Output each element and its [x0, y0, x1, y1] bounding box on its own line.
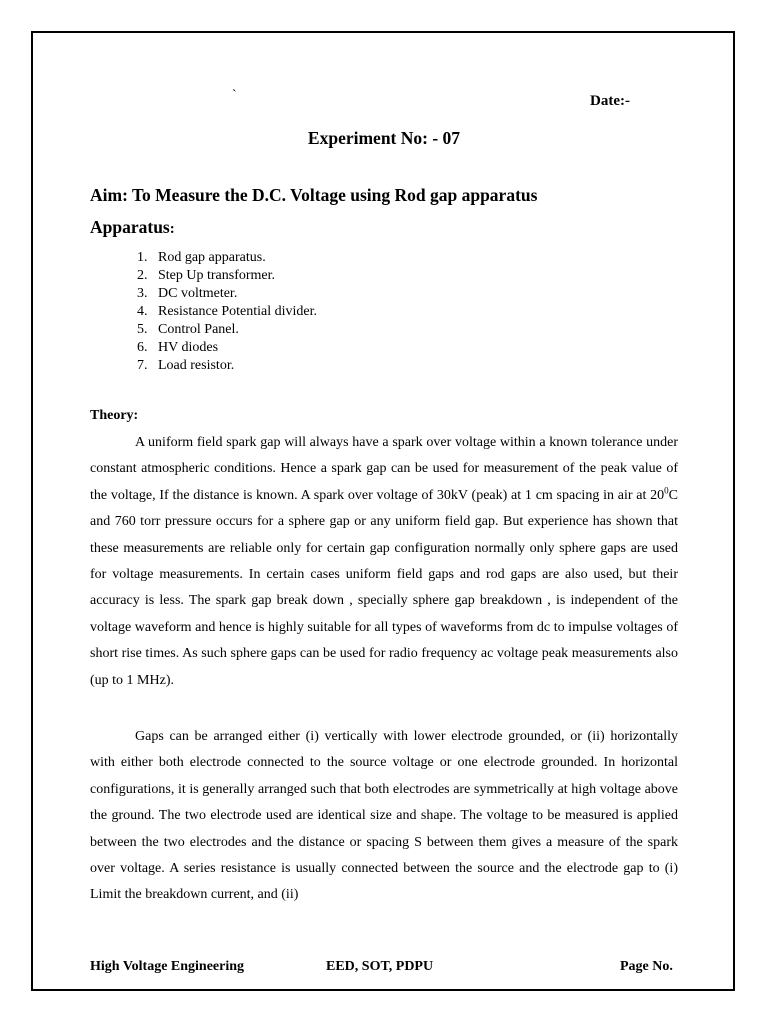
theory-paragraph-1: [90, 430, 678, 694]
list-item: [137, 321, 317, 339]
list-number: 7.: [137, 358, 148, 373]
list-item: [137, 357, 317, 375]
list-text: Step Up transformer.: [158, 268, 276, 283]
theory-paragraph-2: Gaps can be arranged either (i) vertically with lower electrode grounded, or (ii) horizontally with either both electrode connected to the source voltage or one electrode grounded. In horizontal configurations, it is generally arranged such that both electrodes are symmetrically at high voltage above the ground. The two electrode used are identical size and shape. The voltage to be measured is applied between the two electrodes and the distance or spacing S between them gives a measure of the spark over voltage. A series resistance is usually connected between the source and the electrode gap to (i) Limit the breakdown current, and (ii): [90, 729, 678, 903]
list-item: [137, 249, 317, 267]
apparatus-heading: [90, 217, 175, 238]
apparatus-colon: :: [169, 221, 175, 237]
list-item: [137, 285, 317, 303]
date-label: Date:-: [590, 93, 630, 109]
list-text: HV diodes: [158, 340, 219, 355]
list-text: Rod gap apparatus.: [158, 250, 266, 265]
list-item: [137, 267, 317, 285]
footer-page-number: Page No.: [620, 959, 673, 974]
paragraph-1-text-a: A uniform field spark gap will always have a spark over voltage within a known tolerance under constant atmospheric conditions. Hence a spark gap can be used for measurement of the peak value of the voltage, If the distance is known. A spark over voltage of 30kV (peak) at 1 cm spacing in air at 20: [90, 435, 678, 503]
header-mark: `: [232, 88, 237, 103]
list-number: 5.: [137, 322, 148, 337]
list-text: Load resistor.: [158, 358, 235, 373]
list-item: [137, 303, 317, 321]
list-number: 2.: [137, 268, 148, 283]
apparatus-label: Apparatus: [90, 217, 170, 237]
list-number: 1.: [137, 250, 148, 265]
list-number: 4.: [137, 304, 148, 319]
degree-superscript: 0: [664, 485, 669, 496]
paragraph-1-text-b: C and 760 torr pressure occurs for a sphere gap or any uniform field gap. But experience has shown that these measurements are reliable only for certain gap configuration normally only sphere gaps are used for voltage measurements. In certain cases uniform field gaps and rod gaps are also used, but their accuracy is less. The spark gap break down , specially sphere gap breakdown , is independent of the voltage waveform and hence is highly suitable for all types of waveforms from dc to impulse voltages of short rise times. As such sphere gaps can be used for radio frequency ac voltage peak measurements also (up to 1 MHz).: [90, 487, 678, 688]
aim-heading: Aim: To Measure the D.C. Voltage using Rod gap apparatus: [90, 185, 538, 205]
list-text: Resistance Potential divider.: [158, 304, 318, 319]
list-item: [137, 339, 317, 357]
list-text: Control Panel.: [158, 322, 239, 337]
list-text: DC voltmeter.: [158, 286, 238, 301]
experiment-title: Experiment No: - 07: [307, 128, 461, 148]
footer-department: EED, SOT, PDPU: [326, 959, 434, 974]
theory-heading: Theory:: [90, 408, 139, 423]
apparatus-list: [137, 249, 317, 375]
list-number: 3.: [137, 286, 148, 301]
list-number: 6.: [137, 340, 148, 355]
footer-course: High Voltage Engineering: [90, 959, 245, 974]
